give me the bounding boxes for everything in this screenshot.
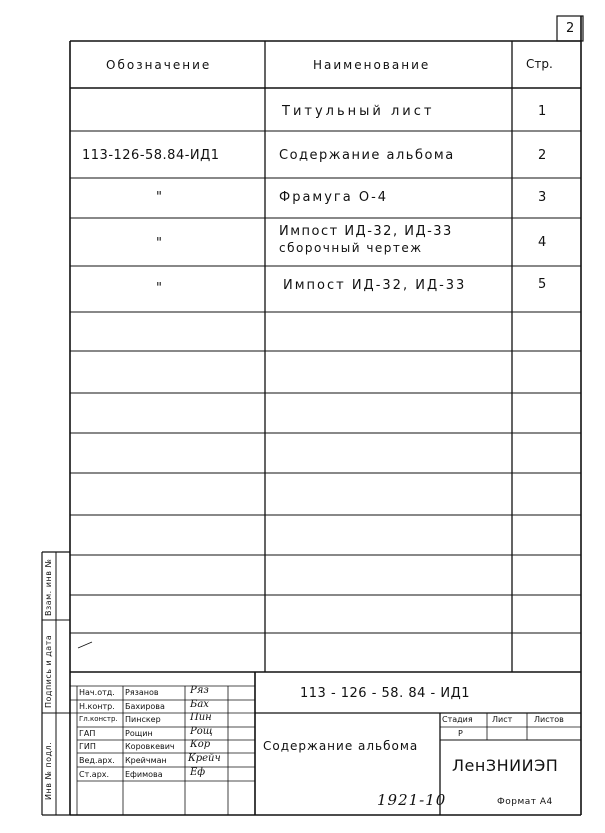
- row-2-designation: 113-126-58.84-ИД1: [82, 148, 220, 163]
- handwritten-number: 1921-10: [377, 791, 447, 809]
- staff-signature: Бах: [190, 699, 209, 710]
- title-block-code: 113 - 126 - 58. 84 - ИД1: [300, 686, 470, 701]
- row-4-name-line2: сборочный чертеж: [279, 241, 423, 255]
- row-2-page: 2: [538, 148, 548, 163]
- stage-label: Стадия: [442, 715, 473, 724]
- row-2-name: Содержание альбома: [279, 148, 455, 163]
- staff-name: Ефимова: [125, 770, 163, 779]
- staff-name: Пинскер: [125, 715, 161, 724]
- row-4-name: Импост ИД-32, ИД-33: [279, 224, 453, 239]
- row-5-name: Импост ИД-32, ИД-33: [283, 278, 467, 293]
- row-5-designation: ": [156, 281, 163, 296]
- column-header-designation: Обозначение: [106, 58, 212, 72]
- row-3-designation: ": [156, 190, 163, 205]
- staff-role: Гл.констр.: [79, 715, 118, 723]
- staff-signature: Пин: [190, 712, 212, 723]
- row-1-name: Титульный лист: [282, 104, 435, 119]
- staff-role: ГИП: [79, 742, 96, 751]
- side-label-inv-orig: Инв № подл.: [44, 741, 53, 800]
- staff-name: Бахирова: [125, 702, 165, 711]
- sheet-label: Лист: [492, 715, 513, 724]
- sheets-label: Листов: [534, 715, 564, 724]
- staff-signature: Кор: [190, 739, 211, 750]
- staff-name: Рощин: [125, 729, 153, 738]
- staff-name: Рязанов: [125, 688, 159, 697]
- row-4-designation: ": [156, 236, 163, 251]
- staff-role: Н.контр.: [79, 702, 115, 711]
- organization-name: ЛенЗНИИЭП: [452, 756, 559, 775]
- title-block-title: Содержание альбома: [263, 739, 419, 753]
- row-1-page: 1: [538, 104, 548, 119]
- side-label-inv-no: Взам. инв №: [44, 558, 53, 616]
- sheet-number: 2: [566, 21, 576, 36]
- staff-name: Крейчман: [125, 756, 167, 765]
- column-header-page: Стр.: [526, 57, 553, 71]
- row-3-page: 3: [538, 190, 548, 205]
- staff-signature: Рощ: [190, 726, 213, 737]
- row-5-page: 5: [538, 277, 548, 292]
- staff-role: Вед.арх.: [79, 756, 115, 765]
- staff-signature: Еф: [190, 767, 206, 778]
- staff-signature: Крейч: [188, 753, 221, 764]
- staff-role: ГАП: [79, 729, 96, 738]
- staff-name: Коровкевич: [125, 742, 175, 751]
- stage-value: Р: [458, 729, 463, 738]
- side-label-sign-date: Подпись и дата: [44, 634, 53, 708]
- staff-signature: Ряз: [190, 685, 209, 696]
- column-header-name: Наименование: [313, 58, 431, 72]
- staff-role: Нач.отд.: [79, 688, 115, 697]
- row-4-page: 4: [538, 235, 548, 250]
- staff-role: Ст.арх.: [79, 770, 110, 779]
- row-3-name: Фрамуга О-4: [279, 190, 389, 205]
- format-label: Формат А4: [497, 797, 553, 807]
